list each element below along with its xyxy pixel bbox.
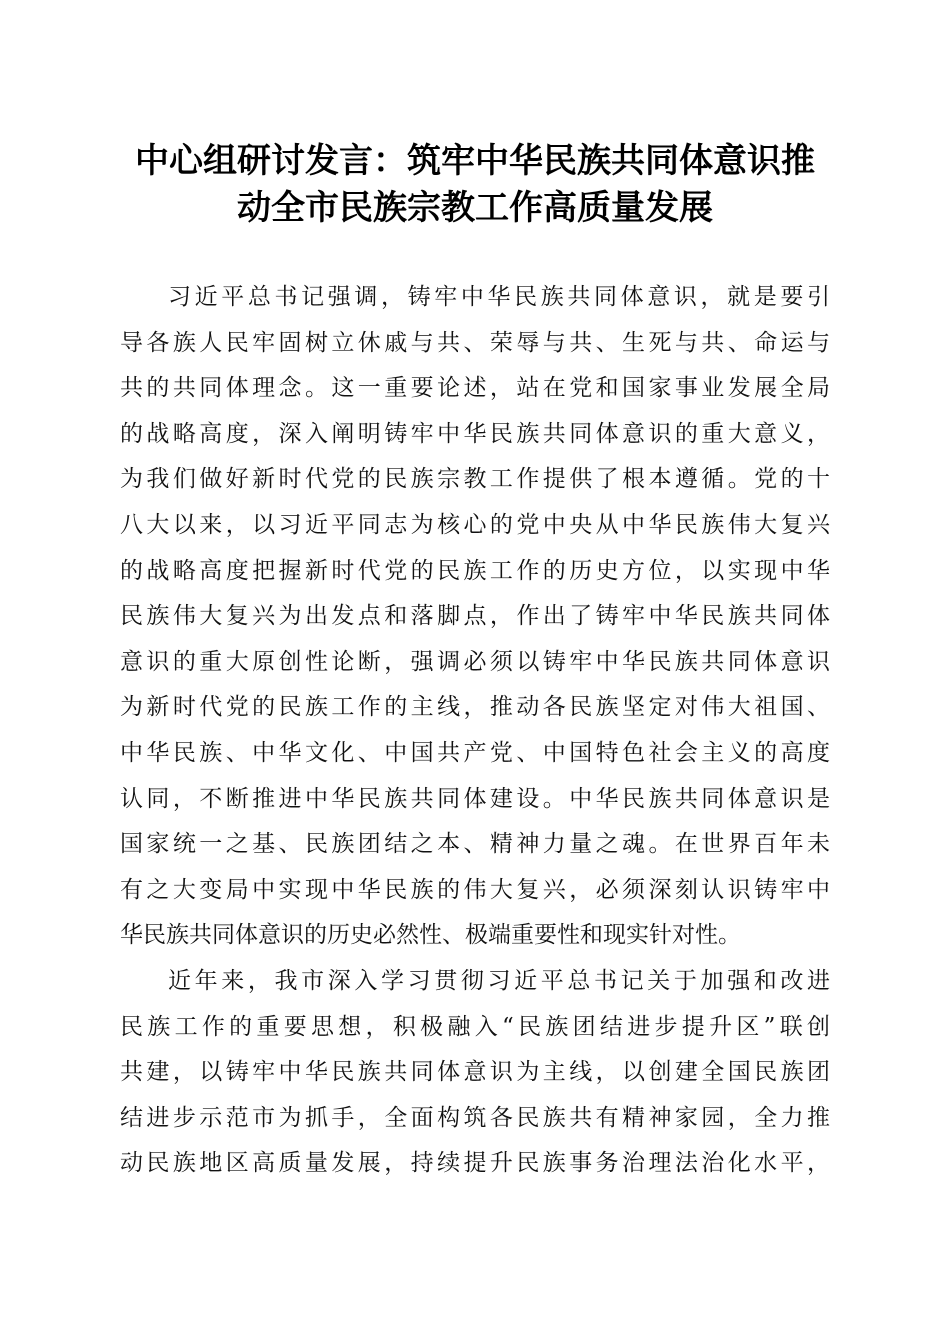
paragraph-line: 动民族地区高质量发展，持续提升民族事务治理法治化水平，	[120, 1150, 830, 1177]
title-line-2: 动全市民族宗教工作高质量发展	[237, 188, 713, 228]
title-line-1: 中心组研讨发言：筑牢中华民族共同体意识推	[135, 141, 815, 181]
paragraph-line: 近年来，我市深入学习贯彻习近平总书记关于加强和改进	[168, 967, 830, 994]
paragraph-line: 国家统一之基、民族团结之本、精神力量之魂。在世界百年未	[120, 831, 830, 858]
document-body	[120, 275, 830, 1187]
paragraph-line: 的战略高度，深入阐明铸牢中华民族共同体意识的重大意义，	[120, 420, 830, 447]
paragraph-line: 民族伟大复兴为出发点和落脚点，作出了铸牢中华民族共同体	[120, 603, 830, 630]
paragraph-line: 的战略高度把握新时代党的民族工作的历史方位，以实现中华	[120, 557, 830, 584]
paragraph-line: 为新时代党的民族工作的主线，推动各民族坚定对伟大祖国、	[120, 694, 830, 721]
paragraph-line: 八大以来，以习近平同志为核心的党中央从中华民族伟大复兴	[120, 511, 830, 538]
paragraph-1	[120, 275, 830, 959]
paragraph-line: 共建，以铸牢中华民族共同体意识为主线，以创建全国民族团	[120, 1059, 830, 1086]
paragraph-line: 习近平总书记强调，铸牢中华民族共同体意识，就是要引	[168, 284, 830, 310]
paragraph-line: 为我们做好新时代党的民族宗教工作提供了根本遵循。党的十	[120, 466, 830, 493]
paragraph-line: 结进步示范市为抓手，全面构筑各民族共有精神家园，全力推	[120, 1104, 830, 1131]
document-title	[100, 138, 850, 232]
paragraph-line: 中华民族、中华文化、中国共产党、中国特色社会主义的高度	[120, 739, 830, 766]
paragraph-2	[120, 959, 830, 1187]
paragraph-line: 认同，不断推进中华民族共同体建设。中华民族共同体意识是	[120, 785, 830, 812]
paragraph-line: 意识的重大原创性论断，强调必须以铸牢中华民族共同体意识	[120, 648, 830, 675]
paragraph-line: 民族工作的重要思想，积极融入“民族团结进步提升区”联创	[120, 1013, 830, 1040]
paragraph-line: 有之大变局中实现中华民族的伟大复兴，必须深刻认识铸牢中	[120, 876, 830, 903]
paragraph-line: 导各族人民牢固树立休戚与共、荣辱与共、生死与共、命运与	[120, 329, 830, 356]
paragraph-line: 共的共同体理念。这一重要论述，站在党和国家事业发展全局	[120, 375, 830, 402]
paragraph-line: 华民族共同体意识的历史必然性、极端重要性和现实针对性。	[120, 922, 741, 949]
